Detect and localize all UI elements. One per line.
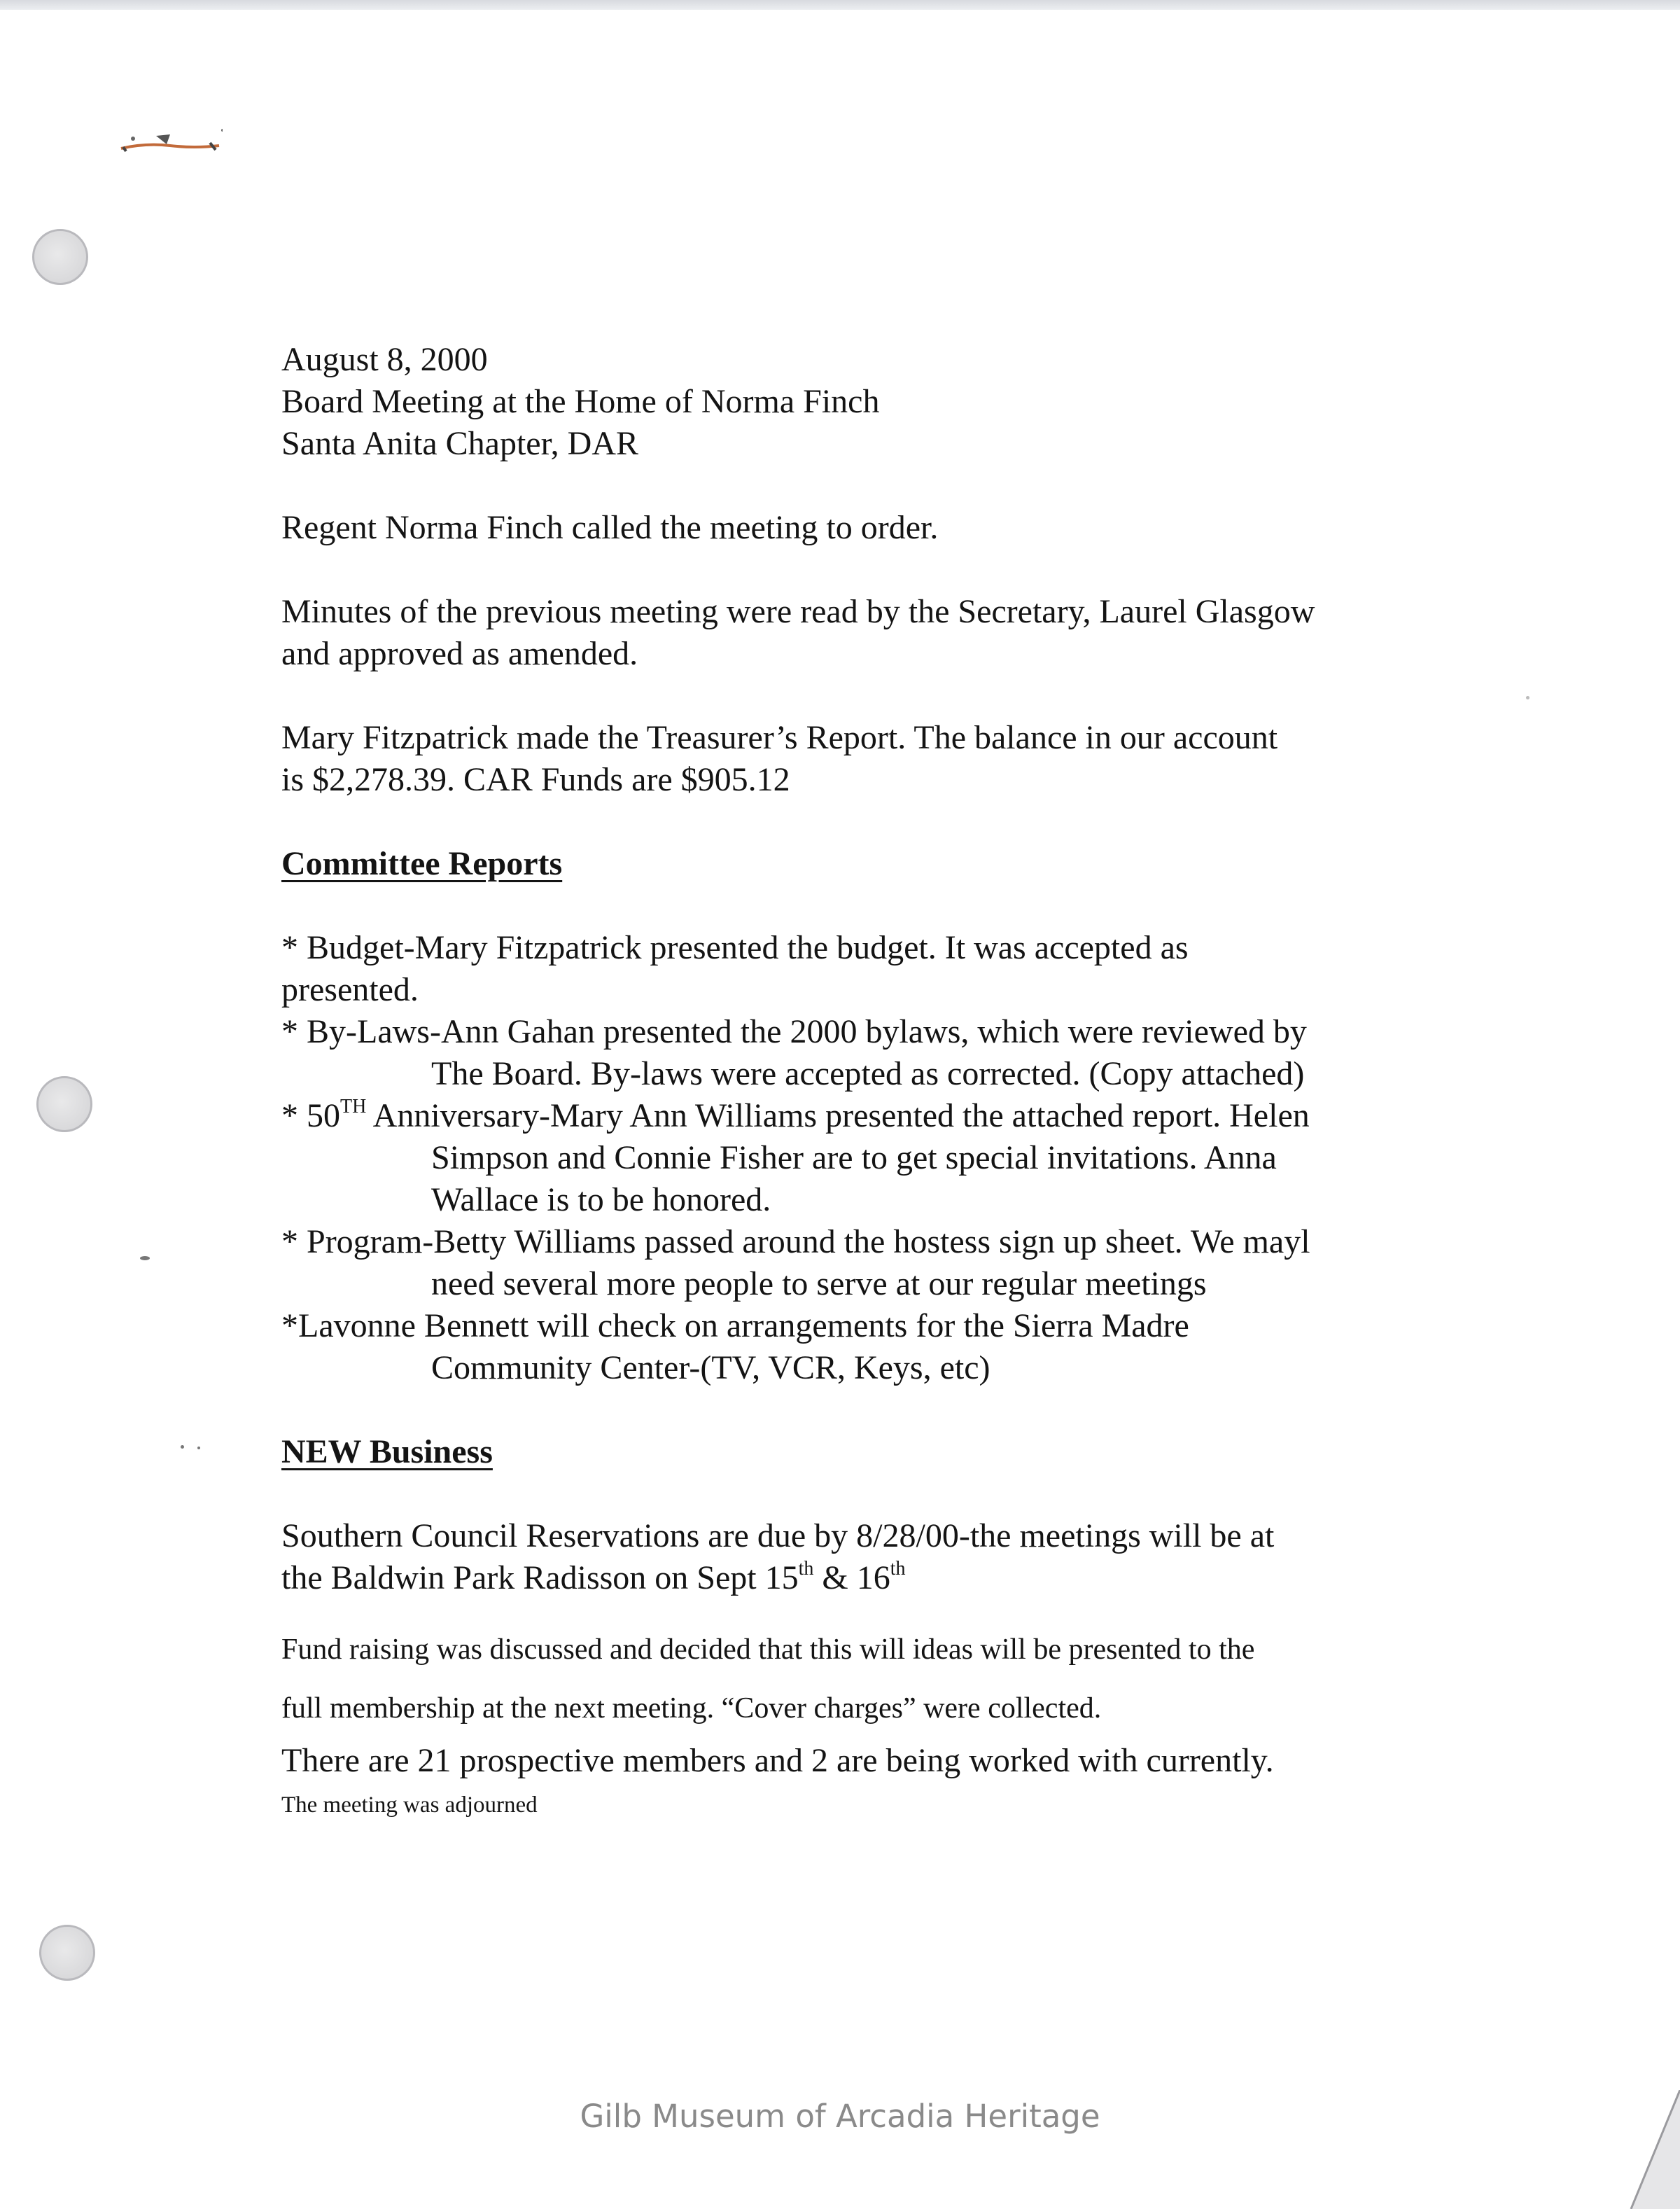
lavonne-line-1: *Lavonne Bennett will check on arrangements for the Sierra Madre <box>281 1307 1189 1344</box>
anniversary-line-2: Simpson and Connie Fisher are to get special invitations. Anna <box>431 1139 1277 1176</box>
lavonne-report <box>281 1305 1429 1389</box>
treasurer-report <box>281 717 1429 801</box>
anniversary-line-1: Anniversary-Mary Ann Williams presented the attached report. Helen <box>366 1097 1310 1134</box>
scan-speck <box>140 1256 150 1260</box>
minutes-line-1: Minutes of the previous meeting were read by the Secretary, Laurel Glasgow <box>281 593 1315 630</box>
anniversary-report <box>281 1095 1429 1221</box>
fund-line-2: full membership at the next meeting. “Cover charges” were collected. <box>281 1692 1102 1724</box>
meeting-location: Board Meeting at the Home of Norma Finch <box>281 383 880 420</box>
southern-sup-2: th <box>890 1558 906 1580</box>
southern-sup-1: th <box>798 1558 814 1580</box>
budget-report <box>281 927 1429 1011</box>
adjourned-note: The meeting was adjourned <box>281 1792 538 1818</box>
southern-line-2: the Baldwin Park Radisson on Sept 15 <box>281 1559 799 1596</box>
document-page <box>0 10 1680 2209</box>
southern-line-1: Southern Council Reservations are due by 8/28/00-the meetings will be at <box>281 1517 1275 1554</box>
budget-line-2: presented. <box>281 971 419 1008</box>
scan-top-edge <box>0 0 1680 10</box>
scan-speck <box>181 1445 184 1449</box>
scan-speck <box>197 1447 200 1449</box>
committee-reports-heading: Committee Reports <box>281 845 563 882</box>
anniversary-superscript: TH <box>340 1096 367 1117</box>
scan-speck <box>1526 696 1530 699</box>
new-business-heading: NEW Business <box>281 1433 493 1470</box>
fund-line-1: Fund raising was discussed and decided that this will ideas will be presented to the <box>281 1633 1255 1666</box>
staple-mark <box>118 127 223 155</box>
bylaws-line-2: The Board. By-laws were accepted as corrected. (Copy attached) <box>431 1055 1305 1092</box>
treasurer-line-1: Mary Fitzpatrick made the Treasurer’s Report. The balance in our account <box>281 719 1278 756</box>
fund-raising-paragraph <box>281 1620 1429 1738</box>
punch-hole-top <box>32 229 88 285</box>
meeting-date: August 8, 2000 <box>281 341 488 378</box>
budget-line-1: * Budget-Mary Fitzpatrick presented the budget. It was accepted as <box>281 929 1189 966</box>
bylaws-report <box>281 1011 1429 1095</box>
program-line-2: need several more people to serve at our regular meetings <box>431 1265 1207 1302</box>
punch-hole-middle <box>36 1076 92 1132</box>
call-to-order: Regent Norma Finch called the meeting to order. <box>281 509 939 546</box>
bylaws-line-1: * By-Laws-Ann Gahan presented the 2000 bylaws, which were reviewed by <box>281 1013 1307 1050</box>
treasurer-line-2: is $2,278.39. CAR Funds are $905.12 <box>281 761 790 798</box>
southern-council-paragraph <box>281 1515 1429 1599</box>
lavonne-line-2: Community Center-(TV, VCR, Keys, etc) <box>431 1349 990 1386</box>
prospective-members: There are 21 prospective members and 2 are being worked with currently. <box>281 1742 1274 1779</box>
punch-hole-bottom <box>39 1925 95 1981</box>
minutes-paragraph <box>281 591 1429 675</box>
program-report <box>281 1221 1429 1305</box>
minutes-line-2: and approved as amended. <box>281 635 638 672</box>
anniversary-prefix: * 50 <box>281 1097 340 1134</box>
anniversary-line-3: Wallace is to be honored. <box>431 1181 771 1218</box>
chapter-name: Santa Anita Chapter, DAR <box>281 425 638 462</box>
southern-line-2-mid: & 16 <box>813 1559 890 1596</box>
program-line-1: * Program-Betty Williams passed around the hostess sign up sheet. We mayl <box>281 1223 1310 1260</box>
minutes-document <box>281 339 1429 1826</box>
museum-watermark: Gilb Museum of Arcadia Heritage <box>580 2098 1100 2135</box>
